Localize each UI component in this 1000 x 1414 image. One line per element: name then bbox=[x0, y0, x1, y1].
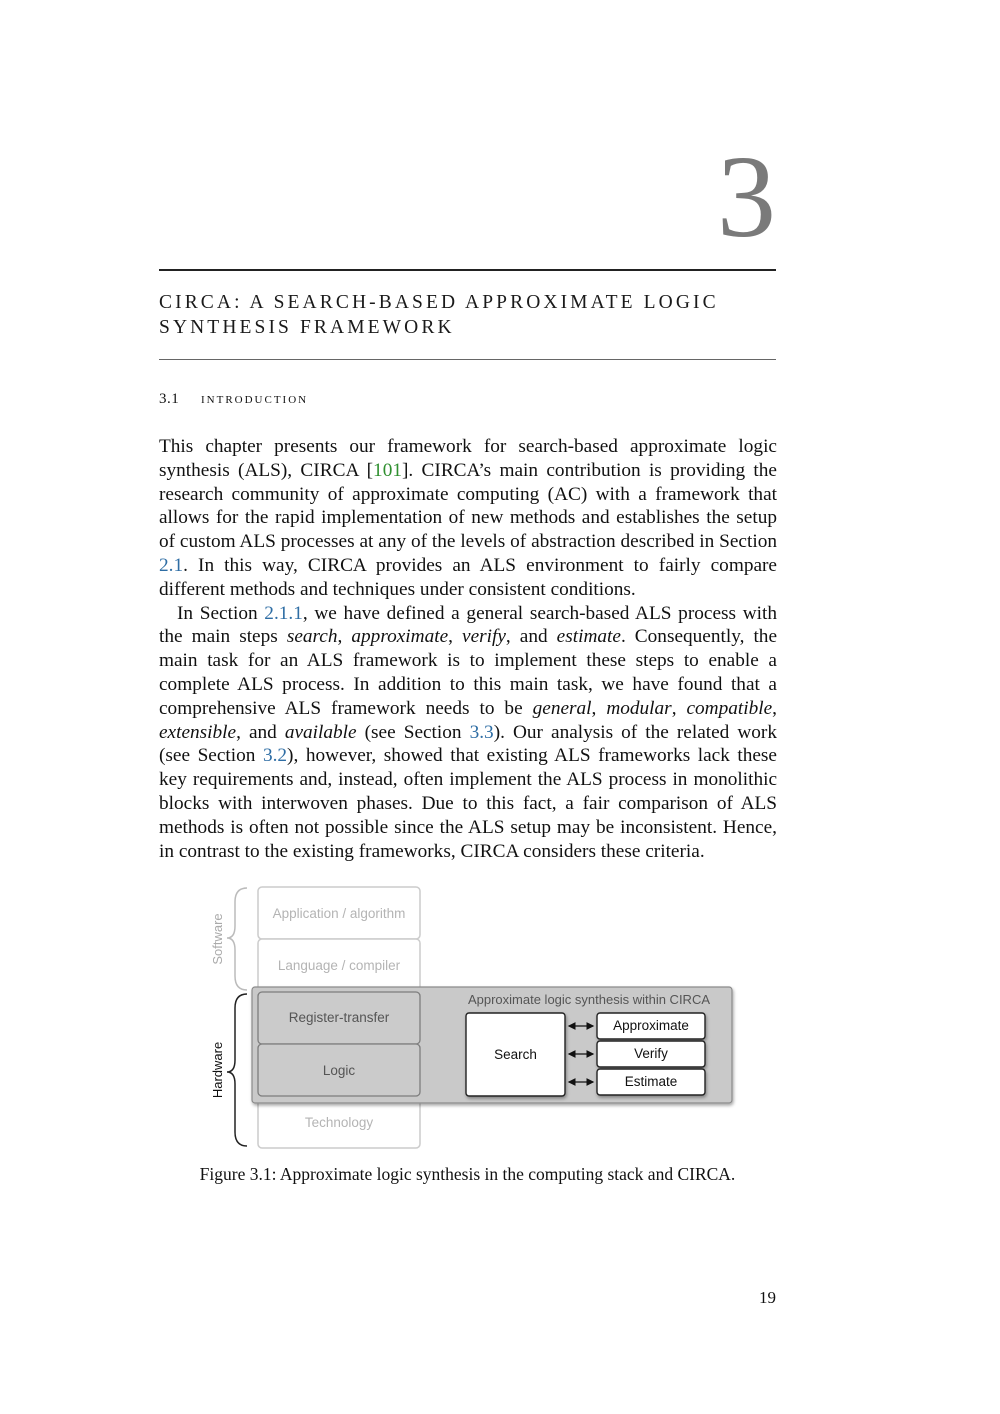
figure-3-1 bbox=[195, 880, 745, 1160]
emphasis: modular bbox=[606, 697, 672, 719]
section-heading bbox=[159, 391, 308, 408]
verify-label: Verify bbox=[634, 1046, 668, 1061]
text-run: In Section bbox=[177, 602, 265, 624]
text-run: , and bbox=[236, 721, 285, 743]
text-run: , and bbox=[505, 626, 557, 648]
body-text bbox=[159, 435, 777, 863]
stack-label-register-transfer: Register-transfer bbox=[288, 1010, 390, 1025]
text-run: , bbox=[448, 626, 463, 648]
emphasis: general bbox=[532, 697, 592, 719]
paragraph-2 bbox=[159, 602, 777, 864]
section-number: 3.1 bbox=[159, 391, 180, 407]
hardware-brace bbox=[227, 994, 247, 1146]
chapter-title-line-1: CIRCA: A SEARCH-BASED APPROXIMATE LOGIC bbox=[159, 292, 719, 313]
text-run: ), however, showed that existing ALS frameworks lack these key requirements and, instead, often implement the ALS process in monolithic blocks with interwoven phases. Due to this fact, a fair comparison of ALS methods is often not possible since the ALS setup may be inconsistent. Hence, in contrast to the existing frameworks, CIRCA considers these criteria. bbox=[159, 745, 777, 862]
chapter-rule-bottom bbox=[159, 359, 776, 360]
paragraph-1 bbox=[159, 435, 777, 602]
text-run: ]. CIRCA’s main contribution is providing the research community of approximate computing (AC) with a framework that allows for the rapid implementation of new methods and establishes the setup of custom ALS processes at any of the levels of abstraction described in Section bbox=[159, 459, 777, 553]
estimate-label: Estimate bbox=[624, 1074, 678, 1089]
text-run: . Consequently, the main task for an ALS framework is to implement these steps to enable a complete ALS process. In addition to this main task, we have found that a comprehensive ALS framework needs to be bbox=[159, 626, 778, 719]
text-run: , we have defined a general search-based ALS process with the main steps bbox=[159, 602, 777, 648]
chapter-title-line-2: SYNTHESIS FRAMEWORK bbox=[159, 317, 455, 338]
page-number: 19 bbox=[759, 1288, 776, 1307]
section-ref-link[interactable]: 3.3 bbox=[469, 721, 494, 743]
text-run: This chapter presents our framework for search-based approximate logic synthesis (ALS), CIRCA [ bbox=[159, 436, 777, 481]
software-brace bbox=[227, 888, 247, 990]
chapter-number: 3 bbox=[717, 131, 776, 262]
emphasis: approximate bbox=[351, 626, 449, 648]
emphasis: estimate bbox=[556, 626, 621, 648]
section-title: introduction bbox=[201, 391, 309, 407]
section-ref-link[interactable]: 3.2 bbox=[262, 745, 288, 767]
emphasis: search bbox=[286, 626, 338, 648]
hardware-label: Hardware bbox=[210, 1041, 225, 1099]
emphasis: verify bbox=[462, 626, 506, 648]
text-run: , bbox=[671, 697, 687, 719]
emphasis: extensible bbox=[159, 721, 237, 743]
circa-title: Approximate logic synthesis within CIRCA bbox=[467, 992, 711, 1007]
text-run: , bbox=[591, 697, 607, 719]
software-label: Software bbox=[210, 913, 225, 965]
chapter-title bbox=[159, 290, 776, 340]
stack-label-language: Language / compiler bbox=[277, 958, 401, 973]
emphasis: available bbox=[284, 721, 357, 743]
text-run: . In this way, CIRCA provides an ALS environment to fairly compare different methods and techniques under consistent conditions. bbox=[159, 554, 777, 600]
text-run: ). Our analysis of the related work (see Section bbox=[159, 721, 777, 767]
text-run: (see Section bbox=[356, 721, 470, 743]
search-label: Search bbox=[494, 1047, 537, 1062]
figure-caption: Figure 3.1: Approximate logic synthesis in the computing stack and CIRCA. bbox=[199, 1164, 736, 1184]
approximate-label: Approximate bbox=[613, 1018, 689, 1033]
stack-label-application: Application / algorithm bbox=[272, 906, 406, 921]
citation-link[interactable]: 101 bbox=[373, 459, 402, 481]
stack-label-technology: Technology bbox=[304, 1115, 374, 1130]
emphasis: compatible bbox=[686, 697, 773, 719]
figure-diagram bbox=[195, 880, 745, 1160]
text-run: , bbox=[772, 697, 777, 719]
chapter-rule-top bbox=[159, 269, 776, 271]
section-ref-link[interactable]: 2.1.1 bbox=[264, 602, 303, 624]
text-run: , bbox=[337, 626, 352, 648]
stack-label-logic: Logic bbox=[322, 1063, 356, 1078]
section-ref-link[interactable]: 2.1 bbox=[159, 554, 184, 576]
